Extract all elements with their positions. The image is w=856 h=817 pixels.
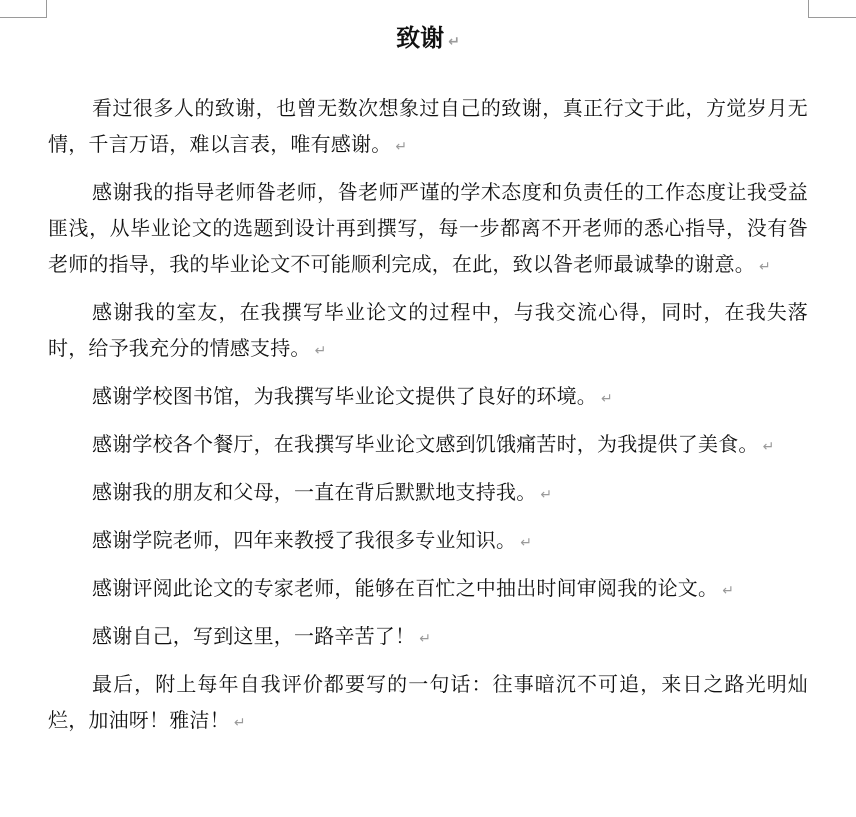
page-corner-mark-left [0, 0, 47, 18]
paragraph-text: 最后，附上每年自我评价都要写的一句话：往事暗沉不可追，来日之路光明灿烂，加油呀！雅洁！ [48, 672, 808, 732]
document-page[interactable] [48, 18, 808, 750]
paragraph-mark-icon: ↵ [540, 487, 553, 503]
paragraph-4 [48, 378, 808, 417]
title-text: 致谢 [396, 24, 445, 52]
paragraph-9 [48, 618, 808, 657]
paragraph-mark-icon: ↵ [233, 715, 246, 731]
paragraph-text: 感谢我的指导老师昝老师，昝老师严谨的学术态度和负责任的工作态度让我受益匪浅，从毕业论文的选题到设计再到撰写，每一步都离不开老师的悉心指导，没有昝老师的指导，我的毕业论文不可能顺利完成，在此，致以昝老师最诚挚的谢意。 [48, 180, 808, 276]
page-corner-mark-right [808, 0, 856, 18]
paragraph-mark-icon: ↵ [314, 343, 327, 359]
paragraph-text: 感谢评阅此论文的专家老师，能够在百忙之中抽出时间审阅我的论文。 [92, 576, 719, 600]
paragraph-5 [48, 426, 808, 465]
paragraph-8 [48, 570, 808, 609]
paragraph-3 [48, 294, 808, 369]
paragraph-text: 感谢学校各个餐厅，在我撰写毕业论文感到饥饿痛苦时，为我提供了美食。 [92, 432, 759, 456]
document-title [48, 18, 808, 62]
paragraph-text: 感谢我的室友，在我撰写毕业论文的过程中，与我交流心得，同时，在我失落时，给予我充分的情感支持。 [48, 300, 808, 360]
paragraph-2 [48, 174, 808, 285]
paragraph-text: 感谢我的朋友和父母，一直在背后默默地支持我。 [92, 480, 537, 504]
paragraph-7 [48, 522, 808, 561]
paragraph-10 [48, 666, 808, 741]
paragraph-mark-icon: ↵ [722, 583, 735, 599]
paragraph-text: 感谢学院老师，四年来教授了我很多专业知识。 [92, 528, 517, 552]
paragraph-mark-icon: ↵ [601, 391, 613, 407]
paragraph-mark-icon: ↵ [448, 34, 460, 50]
paragraph-text: 看过很多人的致谢，也曾无数次想象过自己的致谢，真正行文于此，方觉岁月无情，千言万语，难以言表，唯有感谢。 [48, 96, 808, 156]
paragraph-text: 感谢自己，写到这里，一路辛苦了！ [92, 624, 416, 648]
paragraph-mark-icon: ↵ [759, 259, 771, 275]
paragraph-mark-icon: ↵ [520, 535, 533, 551]
paragraph-text: 感谢学校图书馆，为我撰写毕业论文提供了良好的环境。 [92, 384, 597, 408]
paragraph-mark-icon: ↵ [762, 439, 775, 455]
paragraph-1 [48, 90, 808, 165]
paragraph-mark-icon: ↵ [419, 631, 432, 647]
paragraph-mark-icon: ↵ [395, 139, 408, 155]
paragraph-6 [48, 474, 808, 513]
